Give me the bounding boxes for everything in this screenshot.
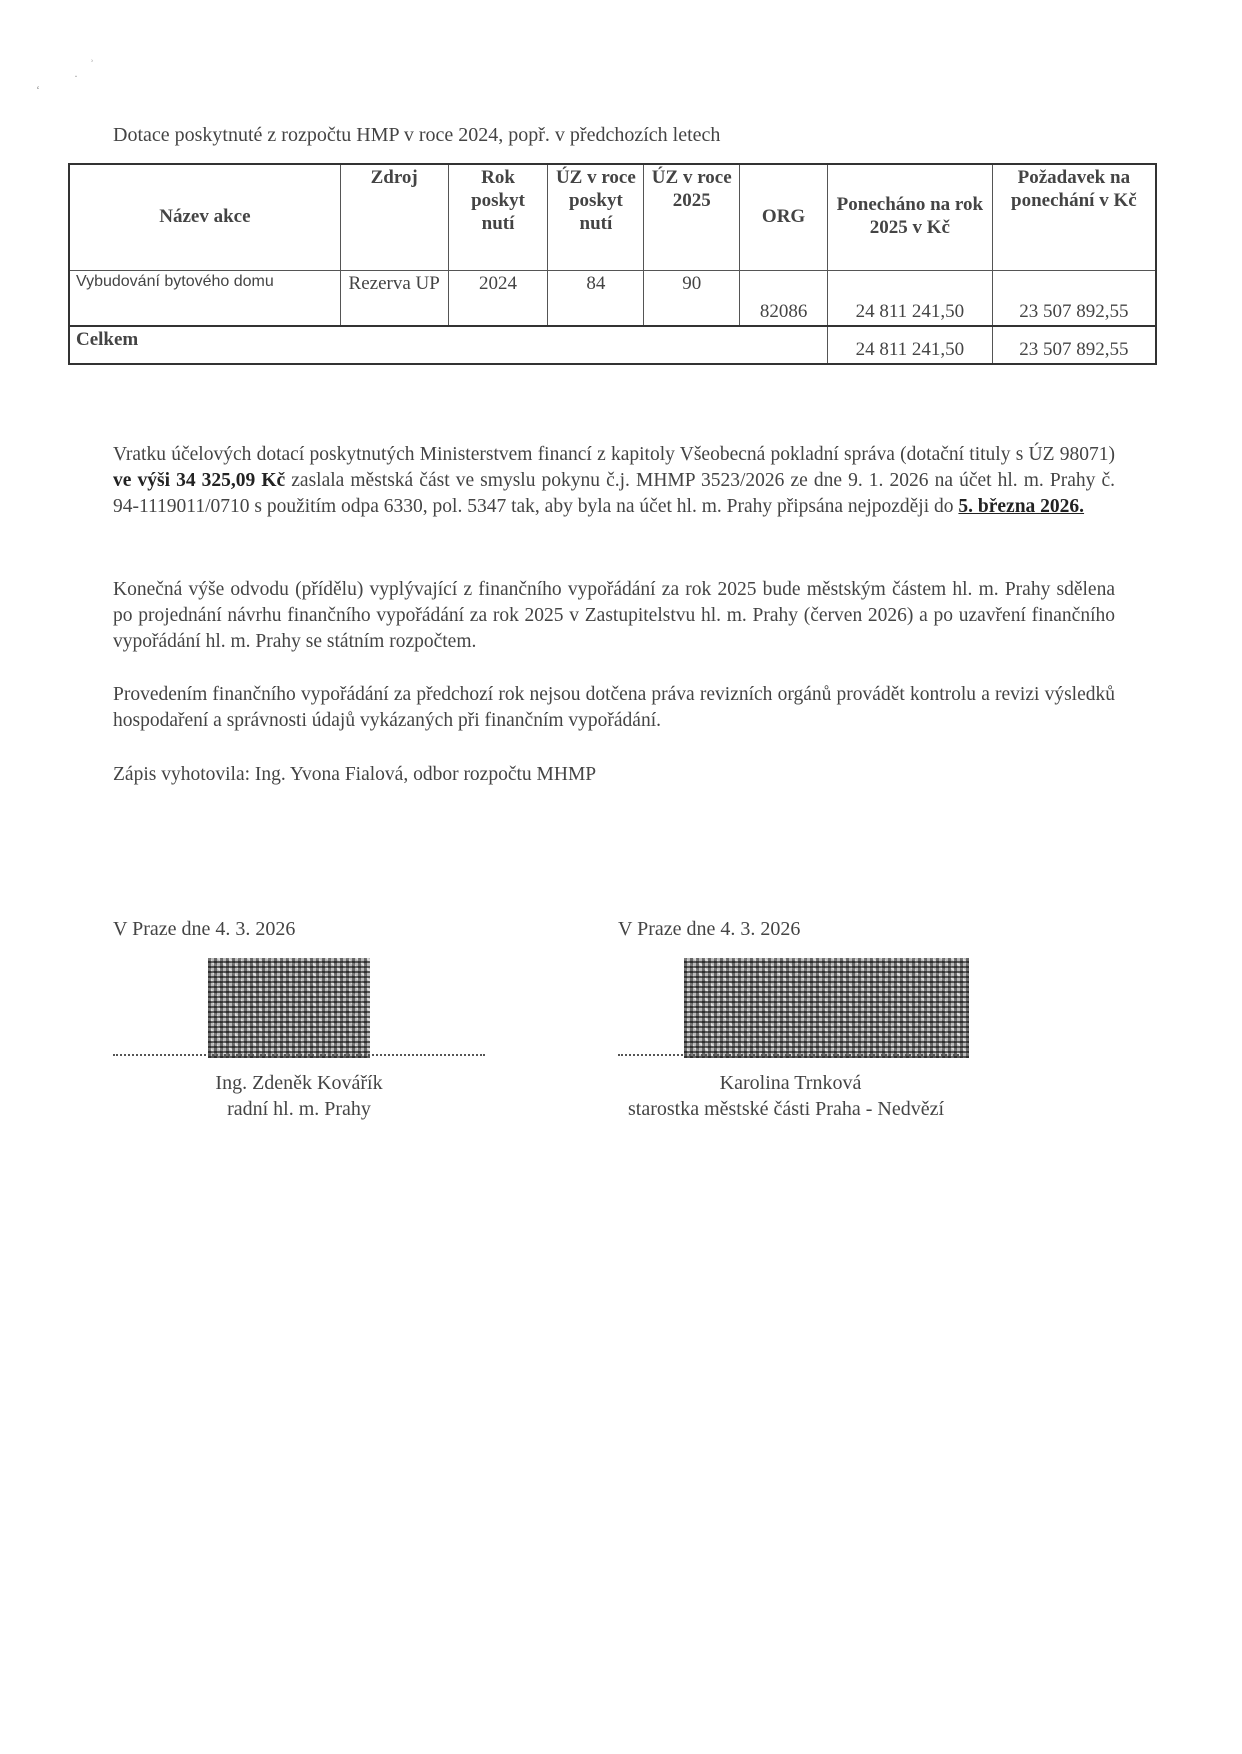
paragraph-revize: Provedením finančního vypořádání za předchozí rok nejsou dotčena práva revizních orgánů provádět kontrolu a revizi výsledků hospodaření a správnosti údajů vykázaných při finančním vypořádání. [113,684,1115,731]
left-signature-line [113,1054,485,1056]
cell-nazev: Vybudování bytového domu [69,270,340,326]
header-nazev: Název akce [69,164,340,270]
right-signature-stamp [684,958,969,1058]
header-rok: Rok poskyt nutí [448,164,548,270]
cell-zdroj: Rezerva UP [340,270,448,326]
scan-artifacts: ʾ · ʻ [36,57,94,97]
header-ponechano: Ponecháno na rok 2025 v Kč [828,164,993,270]
header-pozadavek: Požadavek na ponechání v Kč [992,164,1156,270]
section-heading: Dotace poskytnuté z rozpočtu HMP v roce 2024, popř. v předchozích letech [113,124,721,146]
cell-rok: 2024 [448,270,548,326]
paragraph-vratka-amount: ve výši 34 325,09 Kč [113,470,286,491]
total-ponechano: 24 811 241,50 [828,326,993,364]
table-row [69,270,1156,326]
total-pozadavek: 23 507 892,55 [992,326,1156,364]
paragraph-odvod: Konečná výše odvodu (přídělu) vyplývající z finančního vypořádání za rok 2025 bude městským částem hl. m. Prahy sdělena po projednání návrhu finančního vypořádání za rok 2025 v Zastupitelstvu hl. m. Prahy (červen 2026) a po uzavření finančního vypořádání hl. m. Prahy se státním rozpočtem. [113,579,1115,652]
header-org: ORG [740,164,828,270]
cell-uz-poskyt: 84 [548,270,644,326]
cell-org: 82086 [740,270,828,326]
cell-ponechano: 24 811 241,50 [828,270,993,326]
cell-uz-2025: 90 [644,270,740,326]
left-signature-date: V Praze dne 4. 3. 2026 [113,918,296,940]
subsidy-table [68,163,1157,365]
right-signature-line [618,1054,963,1056]
header-uz-poskyt: ÚZ v roce poskyt nutí [548,164,644,270]
paragraph-vratka-text-b: zaslala městská část ve smyslu pokynu č.j. MHMP 3523/2026 ze dne 9. 1. 2026 na účet hl. m. Prahy č. 94-1119011/0710 s použitím odpa 6330, pol. 5347 tak, aby byla na účet hl. m. Prahy připsána nejpozději do [113,470,1115,517]
left-signatory-role: radní hl. m. Prahy [227,1098,371,1120]
paragraph-vratka-text-a: Vratku účelových dotací poskytnutých Ministerstvem financí z kapitoly Všeobecná pokladní správa (dotační tituly s ÚZ 98071) [113,444,1115,465]
table-total-row [69,326,1156,364]
total-label: Celkem [69,326,828,364]
paragraph-vratka [113,442,1115,520]
header-uz-2025: ÚZ v roce 2025 [644,164,740,270]
left-signature-stamp [208,958,370,1058]
paragraph-zapis: Zápis vyhotovila: Ing. Yvona Fialová, odbor rozpočtu MHMP [113,764,597,785]
cell-pozadavek: 23 507 892,55 [992,270,1156,326]
right-signatory-role: starostka městské části Praha - Nedvězí [628,1098,945,1120]
header-zdroj: Zdroj [340,164,448,270]
paragraph-vratka-deadline: 5. března 2026. [958,496,1085,517]
right-signature-date: V Praze dne 4. 3. 2026 [618,918,801,940]
table-header-row [69,164,1156,270]
left-signatory-name: Ing. Zdeněk Kovářík [215,1072,383,1094]
right-signatory-name: Karolina Trnková [719,1072,862,1094]
